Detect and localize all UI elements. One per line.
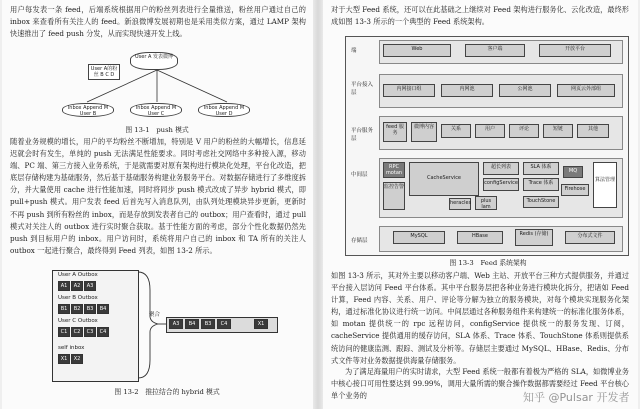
service-shortlink: 短链 — [543, 124, 573, 138]
left-paragraph-1: 用户每发表一条 feed，后端系统根据用户的粉丝列表进行全量推送，粉丝用户通过自己的 inbox 来查看所有关注人的 feed。新浪微博发展初期也是采用类似方案，通过 LAMP 架构快速推出了 feed push 分发，从而实现快速开发上线。 — [10, 5, 306, 39]
service-relation: 关系 — [441, 124, 471, 138]
mid-monitoring: 监控告警 — [383, 182, 405, 210]
mid-sla: SLA 体系 — [523, 162, 559, 175]
mid-algorithm-mgmt: 算法管理 — [593, 162, 617, 208]
self-inbox-label: self inbox — [58, 345, 85, 351]
figure-2-caption: 图 13-2 推拉结合的 hybrid 模式 — [114, 388, 220, 396]
cell-c2: C2 — [71, 327, 83, 337]
left-page — [2, 0, 313, 409]
right-paragraph-2: 如图 13-3 所示，其对外主要以移动客户端、Web 主站、开放平台三种方式提供服务，并通过平台接入层访问 Feed 平台体系。其中平台服务层把各种业务进行模块化拆分，把诸如 Feed 计算，Feed 内容、关系、用户、评论等分解为独立的服务模块，对每个模块实现服务化架构，通过标准化协议进行统一访问。中间层通过各种服务组件来构建统一的标准化服务体系，如 motan 提供统一的 rpc 远程访问，configService 提供统一的服务发现、订阅，cacheService 提供通用的缓存访问，SLA 体系、Trace 体系、TouchStone 体系则提供系统访问的健康监测、跟踪、测试及分析等。存储层主要通过 MySQL、HBase、Redis、分布式文件等对业务数据提供海量存储服务。 — [331, 271, 629, 365]
access-internal-pool: 内网池 — [441, 84, 493, 97]
mid-touchstone: TouchStone — [523, 196, 559, 208]
inbox-user-d: Inbox Append M User D — [198, 103, 250, 117]
row-label-end: 端 — [351, 48, 357, 54]
result-cell-1: A3 — [169, 319, 183, 329]
outbox-b-label: User B Outbox — [58, 295, 98, 301]
mid-long-list: 超长列表 — [483, 162, 519, 175]
result-cell-5: X1 — [254, 319, 268, 329]
cell-b2: B2 — [71, 304, 83, 314]
cell-c1: C1 — [58, 327, 70, 337]
inbox-user-c: Inbox Append M User C — [130, 103, 182, 117]
mid-mq: MQ — [563, 166, 583, 178]
service-user: 用户 — [475, 124, 505, 138]
end-open-platform: 开放平台 — [539, 44, 611, 57]
storage-redis: Redis (存储) — [515, 229, 553, 246]
row-label-service: 平台服务层 — [351, 128, 374, 142]
left-paragraph-2: 随着业务规模的增长，用户的平均粉丝不断增加，特别是 V 用户的粉丝的大幅增长，信息延迟就会时有发生，单纯的 push 无法满足性能要求。同时考虑社交网络中多种接入源，移动端、PC 端、第三方接入业务系统，于是就需要对原有架构进行模块化处理，平台化改造，把底层存储构建为基础服务，然后基于基础服务构建业务服务平台。对数据存储进行了多维度拆分，并大量使用 cache 进行性能加速，同时将同步 push 模式改成了异步 hybrid 模式，即 pull+push 模式。用户发表 feed 后首先写入消息队列，由队列处理模块异步更新，更新时不再 push 到所有粉丝的 inbox，而是存放到发表者自己的 outbox；用户查看时，通过 pull 模式对关注人的 outbox 进行实时聚合获取。基于性能方面的考虑，部分个性化数据仍然先 push 到目标用户的 inbox。用户访问时，系统将用户自己的 inbox 和 TA 所有的关注人 outbox 一起进行聚合，最终得到 Feed 列表，如图 13-2 所示。 — [10, 137, 306, 255]
access-internal-group: 内网接口组 — [383, 84, 435, 97]
book-gutter — [313, 0, 323, 409]
user-a-fans-node: User A的粉丝 B C D — [88, 64, 120, 80]
right-page — [323, 0, 638, 409]
mid-firehose: Firehose — [561, 184, 589, 196]
merge-label: 聚合 — [149, 312, 161, 318]
mid-rpc-motan: RPC motan — [383, 162, 405, 178]
user-a-node: User A 发表微博 — [130, 52, 178, 70]
row-label-storage: 存储层 — [351, 238, 368, 244]
mid-cacheservice: CacheService — [409, 162, 479, 196]
storage-hbase: HBase — [457, 231, 503, 244]
cell-x1: X1 — [58, 354, 70, 364]
storage-dfs: 分布式文件 — [565, 231, 615, 244]
mid-trace: Trace 体系 — [523, 178, 559, 191]
end-client: 客户端 — [465, 44, 525, 57]
result-cell-4: C4 — [217, 319, 231, 329]
mid-plus-lam: plus lam — [475, 196, 497, 210]
outbox-c-label: User C Outbox — [58, 318, 98, 324]
row-label-access: 平台接入层 — [351, 82, 374, 96]
cell-a3: A3 — [84, 281, 96, 291]
cell-c3: C3 — [84, 327, 96, 337]
result-cell-2: B4 — [185, 319, 199, 329]
access-web-cloud: 网页云外部组 — [557, 84, 615, 97]
cell-b1: B1 — [58, 304, 70, 314]
end-web: Web — [383, 44, 451, 57]
row-label-middle: 中间层 — [351, 172, 368, 178]
access-public-pool: 公网池 — [499, 84, 551, 97]
mid-configservice: configService — [483, 178, 519, 191]
result-cell-3: B3 — [201, 319, 215, 329]
merge-brace — [136, 270, 168, 382]
watermark: 知乎 @Pulsar 开发者 — [523, 391, 630, 404]
cell-a2: A2 — [71, 281, 83, 291]
inbox-user-b: Inbox Append M User B — [62, 103, 114, 117]
storage-mysql: MySQL — [393, 231, 445, 244]
right-paragraph-1: 对于大型 Feed 系统，还可以在此基础之上继续对 Feed 架构进行服务化、云化改造，最终形成如图 13-3 所示的一个典型的 Feed 系统架构。 — [331, 5, 629, 27]
cell-b4: B4 — [97, 304, 109, 314]
figure-1-caption: 图 13-1 push 模式 — [125, 126, 189, 134]
right-paragraph-3: 为了满足海量用户的实时请求，大型 Feed 系统一般都有着极为严格的 SLA，如微博业务中核心接口可用性要达到 99.99%，调用大量所需的聚合操作数据都需要经过 Feed 平台核心单个业务的 — [331, 367, 629, 401]
service-weibo-content: 微博内容 — [411, 122, 437, 142]
mid-heracles: heracles — [449, 198, 471, 210]
service-comment: 评论 — [509, 124, 539, 138]
cell-b3: B3 — [84, 304, 96, 314]
service-feed: feed 服务 — [383, 122, 407, 142]
outbox-a-label: User A Outbox — [58, 272, 98, 278]
cell-x2: X2 — [71, 354, 83, 364]
service-other: 其他 — [577, 124, 609, 138]
cell-c4: C4 — [97, 327, 109, 337]
figure-3-caption: 图 13-3 Feed 系统架构 — [449, 259, 527, 267]
cell-a1: A1 — [58, 281, 70, 291]
